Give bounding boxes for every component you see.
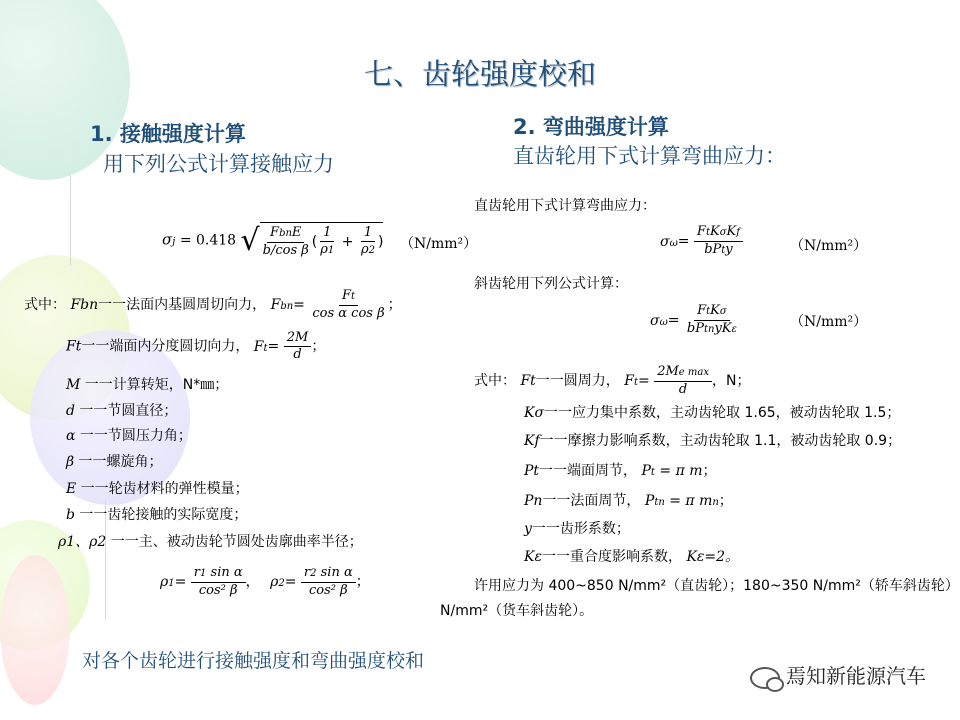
term-row: [524, 518, 630, 538]
term-text: 一一端面周节，: [539, 463, 638, 479]
term-symbol: Kσ: [524, 405, 545, 421]
term-text: 一一重合度影响系数，: [541, 549, 682, 565]
term-row: Pn一一法面周节， Ptn = π mn；: [524, 493, 733, 509]
bending-formula-straight: σω= $\frac{\text{FtKσKf}}{\text{bPty}}$: [660, 224, 743, 259]
term-symbol: Kε: [524, 549, 542, 565]
allowable-stress-line-2: N/mm²（货车斜齿轮）。: [440, 603, 594, 619]
formula-unit: （N/mm²）: [790, 238, 868, 254]
term-text: 一一法面内基圆周切向力，: [98, 297, 267, 313]
term-symbol: M: [66, 377, 81, 393]
term-text: 一一节圆压力角；: [79, 428, 192, 444]
term-symbol: α: [66, 428, 76, 444]
term-symbol: y: [524, 521, 532, 537]
term-symbol: Ft: [520, 373, 536, 389]
term-symbol: E: [66, 481, 77, 497]
term-symbol: ρ1、ρ2: [58, 534, 107, 550]
where-prefix: 式中：: [474, 373, 516, 389]
summary-text: 对各个齿轮进行接触强度和弯曲强度校和: [82, 650, 425, 672]
term-row: [66, 504, 247, 524]
term-text: 一一螺旋角；: [78, 454, 163, 470]
term-text: 一一摩擦力影响系数，主动齿轮取 1.1，被动齿轮取 0.9；: [539, 433, 902, 449]
balloon-decoration: [0, 555, 70, 705]
term-row: Pt一一端面周节， Pt = π m；: [524, 463, 717, 479]
helical-gear-line: 斜齿轮用下列公式计算：: [474, 276, 628, 292]
term-symbol: d: [66, 403, 75, 419]
ke-value: Kε=2。: [686, 549, 740, 565]
balloon-string: [70, 175, 71, 265]
section1-subheading: 用下列公式计算接触应力: [103, 152, 334, 176]
section2-subheading: 直齿轮用下式计算弯曲应力：: [513, 144, 786, 168]
term-row: [66, 425, 192, 445]
term-symbol: Kf: [524, 433, 540, 449]
watermark: [750, 660, 926, 689]
term-row: [524, 546, 739, 566]
term-row: [58, 531, 363, 551]
section2-heading: 2. 弯曲强度计算: [513, 115, 669, 139]
curvature-formulas: ρ1= $\frac{\text{r1 sin α}}{\text{cos² β}}$ ， ρ2= $\frac{\text{r2 sin α}}{\text{cos² β}}$ ；: [160, 565, 370, 598]
formula-unit: （N/mm²）: [790, 314, 868, 330]
term-row: [524, 402, 900, 422]
term-text: 一一齿轮接触的实际宽度；: [79, 507, 248, 523]
allowable-stress-line: 许用应力为 400~850 N/mm²（直齿轮）；180~350 N/mm²（轿车斜齿轮）: [474, 578, 959, 594]
where-row: 式中： Fbn一一法面内基圆周切向力， Fbn= $\frac{Ft}{\text{cos α cos β}}$ ；: [24, 288, 402, 321]
term-symbol: β: [66, 454, 75, 470]
term-row: [66, 478, 249, 498]
where-prefix: 式中：: [24, 297, 66, 313]
term-text: 一一应力集中系数，主动齿轮取 1.65，被动齿轮取 1.5；: [544, 405, 901, 421]
term-text: 一一计算转矩，N*㎜；: [84, 377, 229, 393]
formula-unit: （N/mm²）: [400, 236, 478, 252]
term-text: 一一端面内分度圆切向力，: [81, 338, 250, 355]
page-title: 七、齿轮强度校和: [363, 57, 596, 91]
term-row: [524, 430, 901, 450]
where-row: 式中： Ft一一圆周力， Ft= $\frac{\text{2Me max}}{d}$ ，N；: [474, 364, 751, 397]
term-row: [66, 400, 177, 420]
term-symbol: Pn: [524, 493, 543, 509]
contact-stress-formula: σj = 0.418 √ $\frac{\text{FbnE}}{\text{b/cos β}}$ ( $\frac{1}{\rho 1}$ + $\frac{1}{\rho 2}$ ): [162, 223, 384, 258]
term-row: [66, 451, 163, 471]
term-row: Ft一一端面内分度圆切向力， Ft= $\frac{2M}{d}$ ；: [66, 330, 326, 362]
term-text: 一一轮齿材料的弹性模量；: [80, 481, 249, 497]
term-text: 一一齿形系数；: [531, 521, 630, 537]
term-text: 一一节圆直径；: [79, 403, 178, 419]
term-text: 一一法面周节，: [542, 493, 641, 509]
wechat-icon: [750, 667, 780, 689]
term-row: [66, 374, 228, 394]
term-symbol: Fbn: [70, 297, 99, 313]
term-text: 一一圆周力，: [535, 373, 620, 389]
watermark-text: 焉知新能源汽车: [786, 664, 926, 688]
term-symbol: Ft: [66, 338, 82, 355]
term-text: 一一主、被动齿轮节圆处齿廓曲率半径；: [110, 534, 363, 550]
straight-gear-line: 直齿轮用下式计算弯曲应力：: [474, 198, 656, 214]
term-symbol: Pt: [524, 463, 540, 479]
section1-heading: 1. 接触强度计算: [90, 122, 246, 146]
bending-formula-helical: σω= $\frac{\text{FtKσ}}{\text{bPtnyKε}}$: [650, 303, 737, 336]
term-symbol: b: [66, 507, 75, 523]
